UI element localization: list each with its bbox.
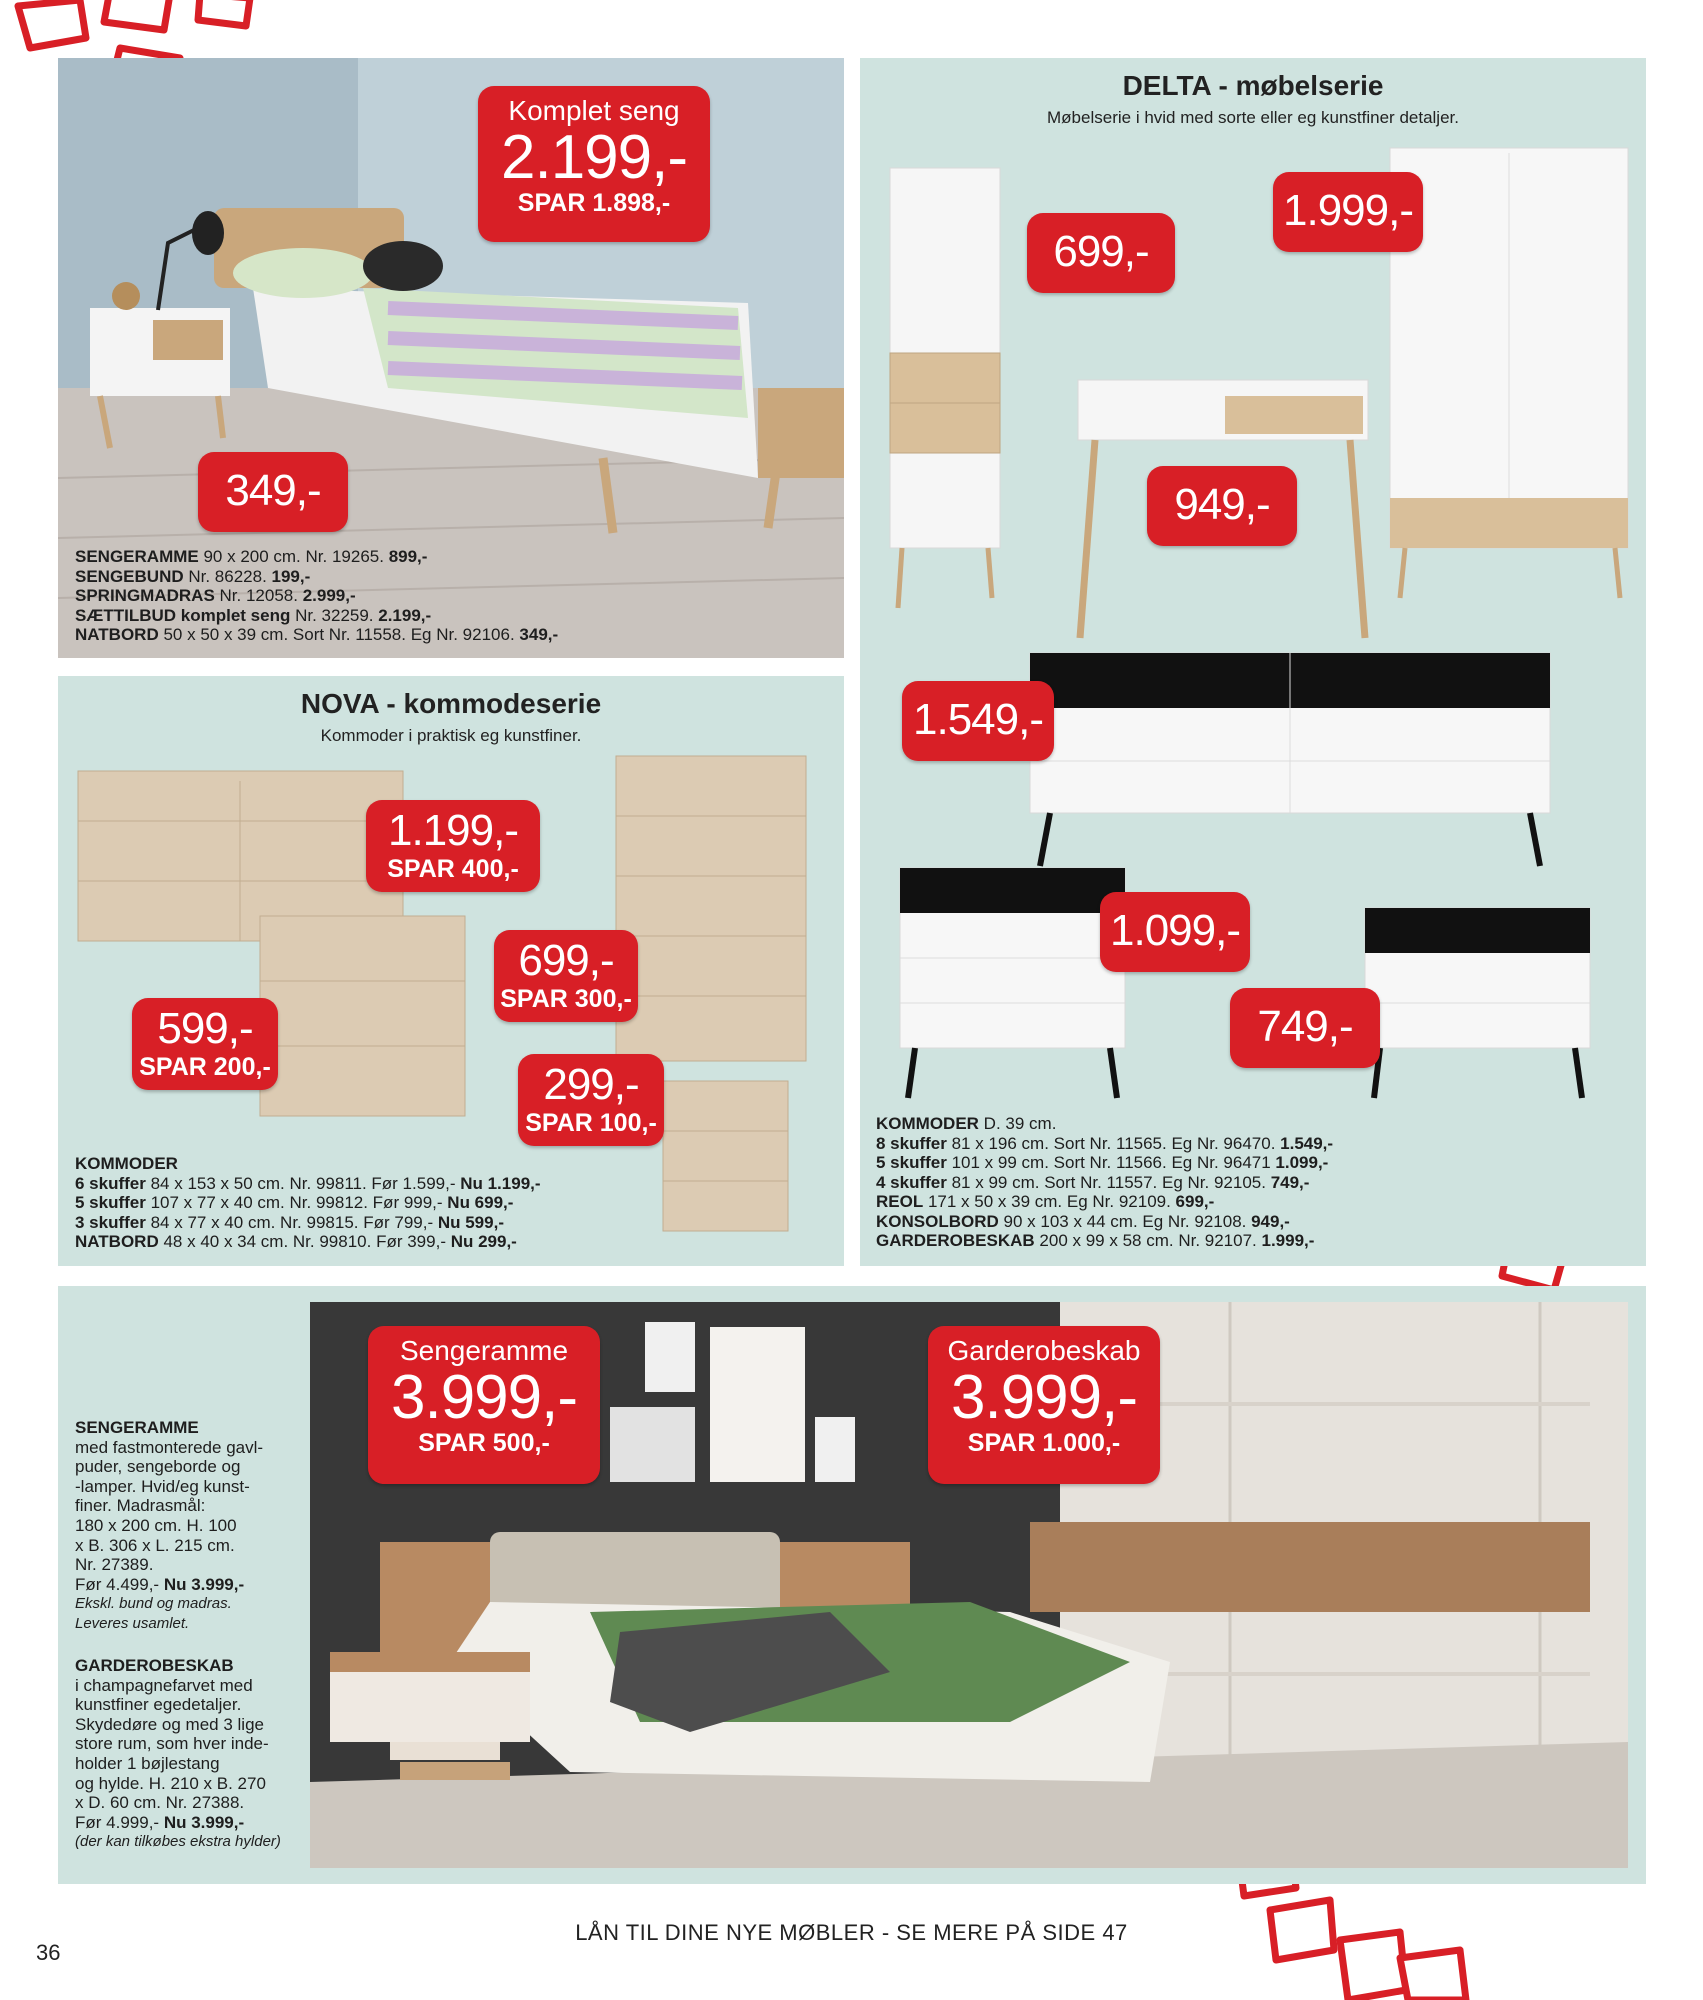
desc-line: Skydedøre og med 3 lige — [75, 1714, 264, 1734]
desc-line: og hylde. H. 210 x B. 270 — [75, 1773, 266, 1793]
tag-spar: SPAR 200,- — [139, 1053, 271, 1081]
desc-line: i champagnefarvet med — [75, 1675, 253, 1695]
sengeramme-description — [75, 1418, 305, 1634]
desc-line: 5 skuffer 101 x 99 cm. Sort Nr. 11566. Eg Nr. 96471 1.099,- — [876, 1153, 1329, 1172]
desc-line: Nr. 27389. — [75, 1555, 154, 1575]
nova-title: NOVA - kommodeserie — [300, 688, 602, 719]
desc-heading: KOMMODER D. 39 cm. — [876, 1114, 1057, 1133]
desc-note: (der kan tilkøbes ekstra hylder) — [75, 1833, 281, 1851]
tag-price: 3.999,- — [950, 1363, 1138, 1432]
price-tag-garderobeskab-bottom — [928, 1326, 1160, 1484]
price-tag-3-skuffer — [132, 998, 278, 1090]
desc-line: x D. 60 cm. Nr. 27388. — [75, 1793, 245, 1813]
tag-spar: SPAR 400,- — [387, 855, 519, 883]
desc-line: KONSOLBORD 90 x 103 x 44 cm. Eg Nr. 92108. 949,- — [876, 1211, 1290, 1231]
price-tag-8-skuffer — [902, 681, 1054, 761]
tag-price: 1.199,- — [388, 806, 518, 855]
desc-line: NATBORD 48 x 40 x 34 cm. Nr. 99810. Før 399,- Nu 299,- — [75, 1232, 517, 1251]
tag-price: 699,- — [1053, 227, 1149, 276]
desc-line: holder 1 bøjlestang — [75, 1753, 220, 1773]
footer-link[interactable]: LÅN TIL DINE NYE MØBLER - SE MERE PÅ SIDE 47 — [575, 1920, 1128, 1945]
desc-price: Før 4.499,- Nu 3.999,- — [75, 1574, 245, 1594]
desc-line: med fastmonterede gavl- — [75, 1437, 264, 1457]
price-tag-6-skuffer — [366, 800, 540, 892]
desc-line: -lamper. Hvid/eg kunst- — [75, 1476, 250, 1496]
desc-line: 6 skuffer 84 x 153 x 50 cm. Nr. 99811. Før 1.599,- Nu 1.199,- — [75, 1173, 541, 1193]
tag-spar: SPAR 500,- — [418, 1429, 550, 1457]
price-tag-sengeramme — [368, 1326, 600, 1484]
price-tag-konsolbord — [1147, 466, 1297, 546]
tag-label: Komplet seng — [508, 95, 680, 126]
delta-title: DELTA - møbelserie — [1122, 70, 1384, 101]
desc-line: 3 skuffer 84 x 77 x 40 cm. Nr. 99815. Før 799,- Nu 599,- — [75, 1212, 504, 1232]
desc-line: GARDEROBESKAB 200 x 99 x 58 cm. Nr. 92107. 1.999,- — [876, 1231, 1315, 1250]
tag-price: 2.199,- — [500, 123, 688, 192]
tag-price: 699,- — [518, 936, 614, 985]
desc-line: SPRINGMADRAS Nr. 12058. 2.999,- — [75, 586, 356, 605]
desc-title: GARDEROBESKAB — [75, 1656, 234, 1675]
tag-spar: SPAR 1.000,- — [967, 1429, 1121, 1457]
bed-description — [75, 547, 558, 645]
desc-line: store rum, som hver inde- — [75, 1734, 269, 1754]
tag-price: 1.099,- — [1110, 906, 1240, 955]
delta-furniture — [860, 58, 1646, 1118]
delta-description — [876, 1114, 1333, 1251]
tag-spar: SPAR 100,- — [525, 1109, 657, 1137]
tag-spar: SPAR 300,- — [500, 985, 632, 1013]
tag-price: 599,- — [157, 1004, 253, 1053]
tag-label: Sengeramme — [399, 1335, 569, 1366]
desc-line: x B. 306 x L. 215 cm. — [75, 1535, 235, 1555]
desc-line: REOL 171 x 50 x 39 cm. Eg Nr. 92109. 699,- — [876, 1192, 1215, 1211]
tag-price: 1.999,- — [1283, 186, 1413, 235]
tag-price: 349,- — [225, 466, 321, 515]
tag-price: 3.999,- — [390, 1363, 578, 1432]
desc-line: finer. Madrasmål: — [75, 1496, 206, 1516]
desc-price: Før 4.999,- Nu 3.999,- — [75, 1812, 245, 1832]
nova-description — [75, 1154, 541, 1252]
price-tag-garderobeskab — [1273, 172, 1423, 252]
desc-note: Leveres usamlet. — [75, 1614, 190, 1632]
tag-price: 1.549,- — [913, 695, 1043, 744]
garderobeskab-description — [75, 1656, 305, 1852]
desc-title: SENGERAMME — [75, 1418, 199, 1437]
delta-subtitle: Møbelserie i hvid med sorte eller eg kunstfiner detaljer. — [1047, 108, 1459, 127]
tag-spar: SPAR 1.898,- — [517, 189, 671, 217]
nova-subtitle: Kommoder i praktisk eg kunstfiner. — [320, 726, 582, 745]
desc-line: puder, sengeborde og — [75, 1457, 241, 1477]
price-tag-komplet-seng — [478, 86, 710, 242]
tag-label: Garderobeskab — [947, 1335, 1141, 1366]
price-tag-reol — [1027, 213, 1175, 293]
desc-line: 180 x 200 cm. H. 100 — [75, 1515, 237, 1535]
desc-line: kunstfiner egedetaljer. — [75, 1695, 242, 1715]
tag-price: 949,- — [1174, 480, 1270, 529]
price-tag-4-skuffer — [1230, 988, 1380, 1068]
desc-line: SENGERAMME 90 x 200 cm. Nr. 19265. 899,- — [75, 547, 428, 566]
page-number: 36 — [36, 1940, 61, 1965]
desc-line: 4 skuffer 81 x 99 cm. Sort Nr. 11557. Eg Nr. 92105. 749,- — [876, 1172, 1310, 1192]
desc-line: 5 skuffer 107 x 77 x 40 cm. Nr. 99812. Før 999,- Nu 699,- — [75, 1193, 514, 1212]
desc-line: SÆTTILBUD komplet seng Nr. 32259. 2.199,- — [75, 605, 432, 625]
desc-line: NATBORD 50 x 50 x 39 cm. Sort Nr. 11558. Eg Nr. 92106. 349,- — [75, 625, 559, 644]
tag-price: 299,- — [543, 1060, 639, 1109]
desc-line: SENGEBUND Nr. 86228. 199,- — [75, 566, 311, 586]
desc-heading: KOMMODER — [75, 1154, 178, 1173]
price-tag-natbord — [198, 452, 348, 532]
price-tag-5-skuffer-nova — [494, 930, 638, 1022]
price-tag-5-skuffer — [1100, 892, 1250, 972]
price-tag-natbord-nova — [518, 1054, 664, 1146]
desc-note: Ekskl. bund og madras. — [75, 1595, 232, 1613]
tag-price: 749,- — [1257, 1002, 1353, 1051]
desc-line: 8 skuffer 81 x 196 cm. Sort Nr. 11565. Eg Nr. 96470. 1.549,- — [876, 1133, 1334, 1153]
